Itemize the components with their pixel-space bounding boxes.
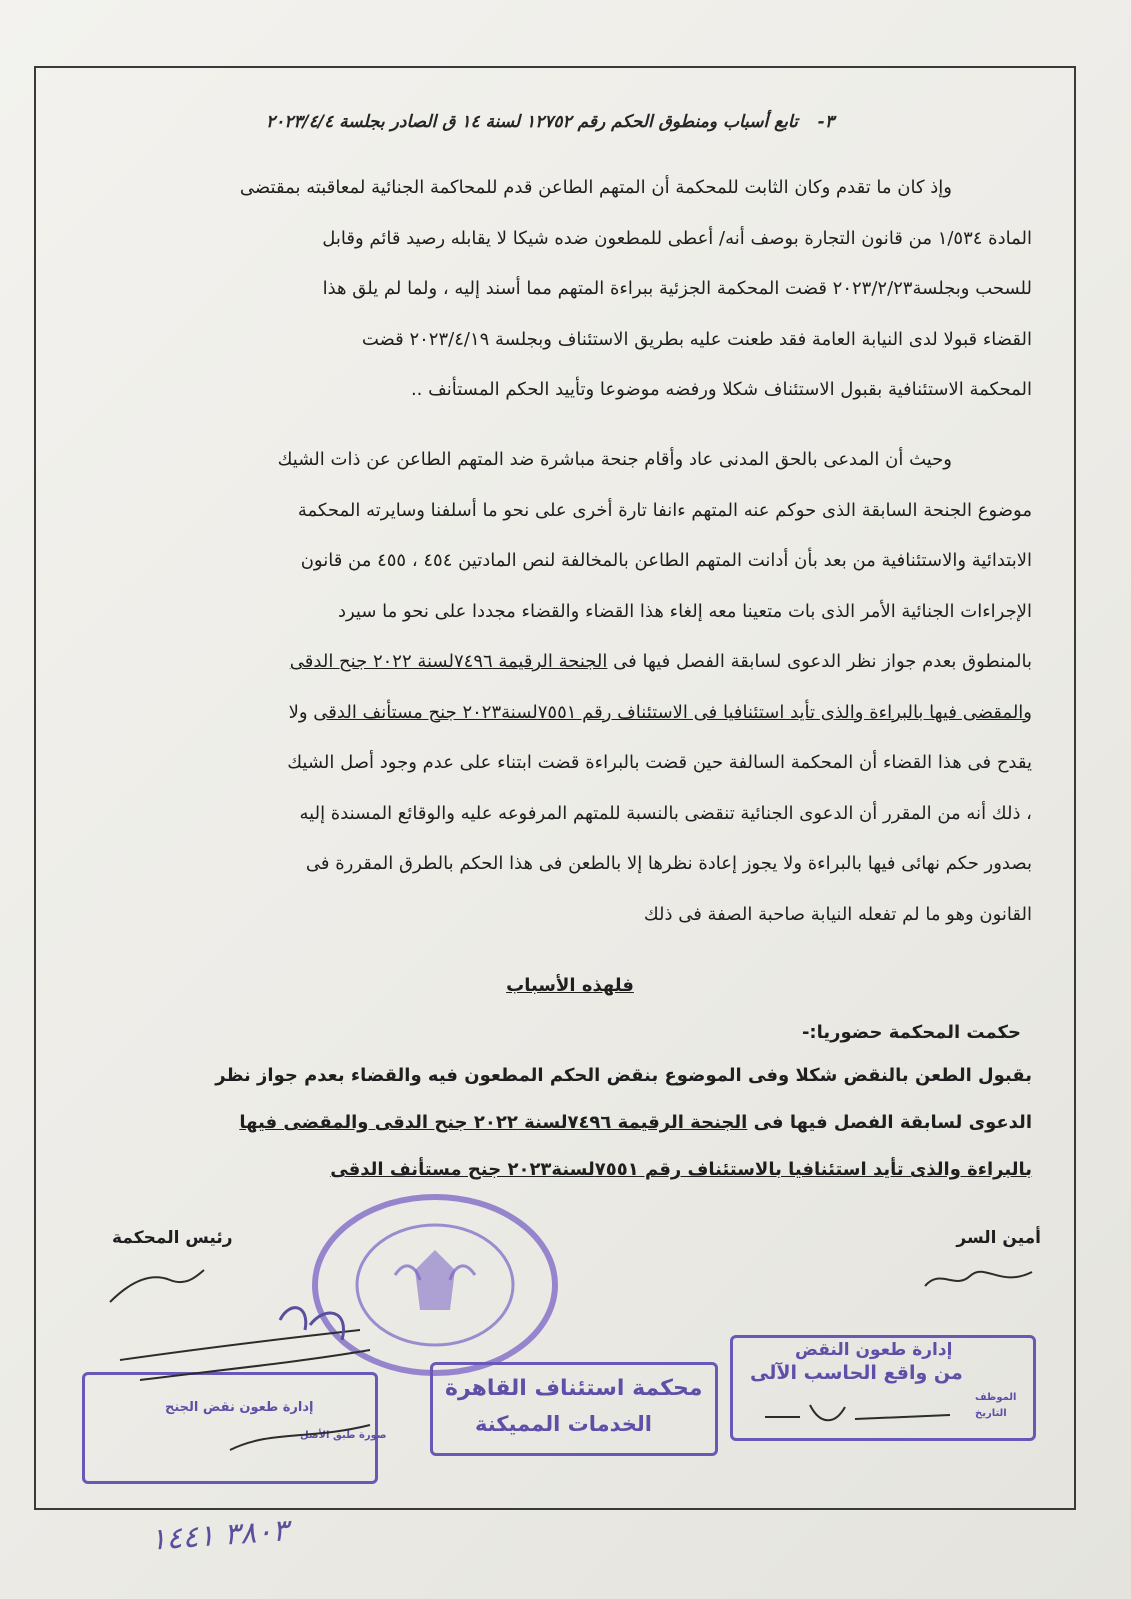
paragraph-line: الإجراءات الجنائية الأمر الذى بات متعينا معه إلغاء هذا القضاء والقضاء مجددا على نحو ما سيرد	[337, 600, 1032, 622]
underlined-case-ref: الجنحة الرقيمة ٧٤٩٦لسنة ٢٠٢٢ جنح الدقى	[289, 651, 608, 672]
paragraph-reasoning	[70, 435, 1032, 940]
underlined-case-ref: الجنحة الرقيمة ٧٤٩٦لسنة ٢٠٢٢ جنح الدقى والمقضى فيها	[239, 1112, 748, 1133]
paragraph-line: وإذ كان ما تقدم وكان الثابت للمحكمة أن المتهم الطاعن قدم للمحاكمة الجنائية لمعاقبته بمقتضى	[239, 177, 952, 198]
court-stamp-line1: محكمة استئناف القاهرة	[445, 1376, 703, 1401]
underlined-appeal-ref: والمقضى فيها بالبراءة والذى تأيد استئنافيا فى الاستئناف رقم ٧٥٥١لسنة٢٠٢٣ جنح مستأنف الدقى	[313, 701, 1032, 723]
certified-copy-scribble	[110, 1300, 380, 1460]
paragraph-line: موضوع الجنحة السابقة الذى حوكم عنه المتهم ءانفا تارة أخرى على نحو ما أسلفنا وسايرته المحكمة	[297, 499, 1032, 521]
decision-label: حكمت المحكمة حضوريا:-	[801, 1022, 1021, 1043]
header-title: تابع أسباب ومنطوق الحكم رقم ١٢٧٥٢ لسنة ١٤ ق الصادر بجلسة ٢٠٢٣/٤/٤	[266, 112, 798, 132]
paragraph-line: ، ذلك أنه من المقرر أن الدعوى الجنائية تنقضى بالنسبة للمتهم المرفوعه عليه والوقائع المسندة إليه	[299, 802, 1032, 824]
page-number: ٣-	[817, 112, 834, 132]
paragraph-line: وحيث أن المدعى بالحق المدنى عاد وأقام جنحة مباشرة ضد المتهم الطاعن عن ذات الشيك	[277, 449, 952, 470]
clerk-signature-label: أمين السر	[956, 1228, 1041, 1248]
line-text: ولا	[288, 701, 314, 723]
paragraph-line: القضاء قبولا لدى النيابة العامة فقد طعنت عليه بطريق الاستئناف وبجلسة ٢٠٢٣/٤/١٩ قضت	[361, 328, 1032, 350]
cassation-stamp-label-employee: الموظف	[975, 1392, 1017, 1403]
paragraph-line: للسحب وبجلسة٢٠٢٣/٢/٢٣ قضت المحكمة الجزئية ببراءة المتهم مما أسند إليه ، ولما لم يلق هذا	[322, 278, 1032, 299]
cassation-stamp-line1: إدارة طعون النقض	[795, 1340, 953, 1360]
cassation-stamp-handwriting	[760, 1395, 960, 1431]
president-signature-label: رئيس المحكمة	[112, 1228, 233, 1248]
handwritten-number: ٣٨٠٣ ١٤٤١	[148, 1513, 290, 1558]
cassation-stamp-label-date: التاريخ	[975, 1408, 1007, 1419]
paragraph-line: يقدح فى هذا القضاء أن المحكمة السالفة حين قضت بالبراءة قضت ابتناء على عدم وجود أصل الشيك	[287, 752, 1032, 773]
verdict-line	[68, 1099, 1032, 1146]
court-stamp-line2: الخدمات المميكنة	[475, 1412, 652, 1436]
underlined-appeal-ref: بالبراءة والذى تأيد استئنافيا بالاستئناف رقم ٧٥٥١لسنة٢٠٢٣ جنح مستأنف الدقى	[330, 1159, 1032, 1180]
paragraph-line: الابتدائية والاستئنافية من بعد بأن أدانت المتهم الطاعن بالمخالفة لنص المادتين ٤٥٤ ، ٤٥٥ من قانون	[300, 550, 1032, 571]
paragraph-line: المحكمة الاستئنافية بقبول الاستئناف شكلا ورفضه موضوعا وتأييد الحكم المستأنف ..	[410, 379, 1032, 400]
paragraph-line: القانون وهو ما لم تفعله النيابة صاحبة الصفة فى ذلك	[643, 903, 1032, 925]
page-header	[150, 112, 950, 132]
verdict-text	[68, 1052, 1032, 1193]
verdict-line: بقبول الطعن بالنقض شكلا وفى الموضوع بنقض الحكم المطعون فيه والقضاء بعدم جواز نظر	[215, 1065, 1032, 1086]
paragraph-line: المادة ١/٥٣٤ من قانون التجارة بوصف أنه/ أعطى للمطعون ضده شيكا لا يقابله رصيد قائم وقابل	[322, 227, 1032, 249]
verdict-line	[68, 1146, 1032, 1193]
paragraph-line	[70, 637, 1032, 688]
cassation-stamp-line2: من واقع الحاسب الآلى	[750, 1362, 963, 1384]
certified-copy-stamp-line1: إدارة طعون نقض الجنح	[165, 1400, 314, 1415]
paragraph-line: بصدور حكم نهائى فيها بالبراءة ولا يجوز إعادة نظرها إلا بالطعن فى هذا الحكم بالطرق المقررة فى	[305, 853, 1032, 874]
line-text: بالمنطوق بعدم جواز نظر الدعوى لسابقة الفصل فيها فى	[607, 651, 1032, 672]
line-text: الدعوى لسابقة الفصل فيها فى	[747, 1112, 1032, 1133]
certified-copy-stamp-line2: صورة طبق الأصل	[300, 1430, 387, 1441]
paragraph-line	[70, 688, 1032, 739]
clerk-signature	[920, 1258, 1040, 1298]
paragraph-facts	[70, 163, 1032, 416]
section-title: فلهذه الأسباب	[506, 975, 634, 996]
